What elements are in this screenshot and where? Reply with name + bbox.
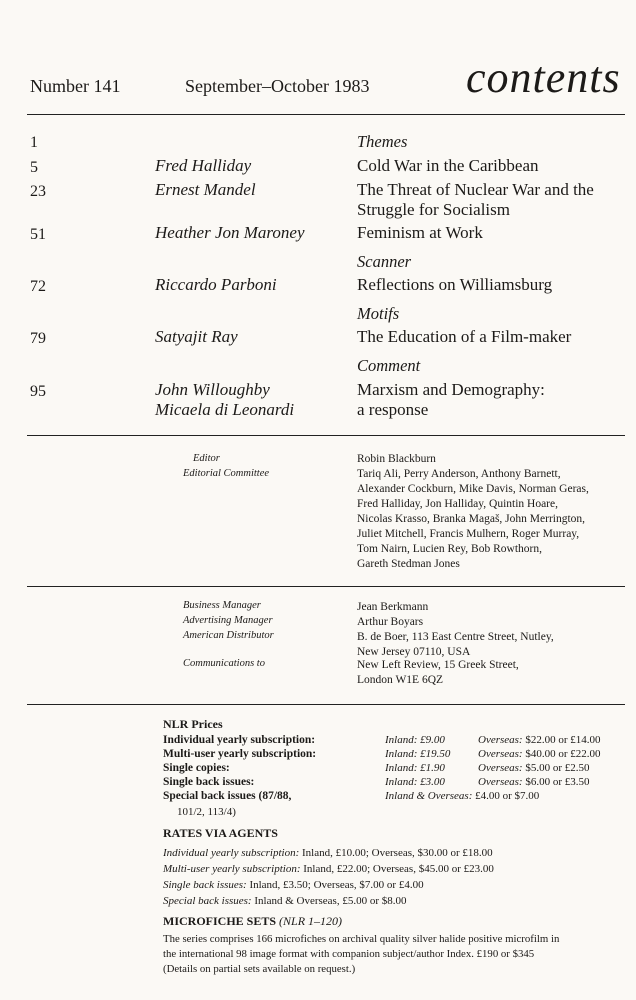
- overseas-label: Overseas:: [478, 776, 523, 788]
- agent-rate: [163, 893, 406, 909]
- prices-heading: NLR Prices: [163, 717, 223, 731]
- divider: [27, 114, 625, 115]
- toc-page: 5: [30, 159, 38, 176]
- editor-label: Editor: [193, 453, 220, 464]
- price-label: Single back issues:: [163, 776, 255, 788]
- price-overseas: [478, 762, 590, 774]
- toc-author: John Willoughby: [155, 380, 270, 399]
- price-label: Single copies:: [163, 762, 230, 774]
- communications-label: Communications to: [183, 658, 265, 669]
- price-inland: Inland: £3.00: [385, 776, 445, 788]
- toc-title: a response: [357, 400, 429, 419]
- committee-line: Alexander Cockburn, Mike Davis, Norman Geras,: [357, 483, 589, 495]
- overseas-label: Overseas:: [478, 734, 523, 746]
- toc-title: The Education of a Film-maker: [357, 327, 572, 346]
- toc-author: Riccardo Parboni: [155, 275, 277, 294]
- agent-rate-label: Individual yearly subscription:: [163, 847, 300, 859]
- price-overseas: [478, 748, 601, 760]
- committee-line: Nicolas Krasso, Branka Magaš, John Merrington,: [357, 513, 586, 525]
- advertising-manager: Arthur Boyars: [357, 616, 424, 628]
- distributor-address: B. de Boer, 113 East Centre Street, Nutley,: [357, 631, 554, 643]
- toc-page: 72: [30, 278, 46, 295]
- toc-author: Fred Halliday: [155, 156, 252, 175]
- toc-page: 23: [30, 183, 46, 200]
- divider: [27, 435, 625, 436]
- agent-rate-text: Inland, £10.00; Overseas, $30.00 or £18.00: [302, 847, 493, 859]
- microfiche-text: (Details on partial sets available on request.): [163, 963, 356, 975]
- divider: [27, 586, 625, 587]
- agent-rate-label: Single back issues:: [163, 879, 247, 891]
- price-label: Individual yearly subscription:: [163, 734, 316, 746]
- inland-overseas-value: £4.00 or $7.00: [475, 790, 540, 802]
- price-inland: Inland: £1.90: [385, 762, 445, 774]
- price-overseas: [478, 776, 590, 788]
- toc-title: Feminism at Work: [357, 223, 483, 242]
- microfiche-heading-text: MICROFICHE SETS: [163, 914, 277, 928]
- inland-overseas-label: Inland & Overseas:: [385, 790, 473, 802]
- toc-author: Heather Jon Maroney: [155, 223, 305, 242]
- price-overseas: [478, 734, 601, 746]
- advertising-label: Advertising Manager: [183, 615, 273, 626]
- toc-section: Comment: [357, 356, 421, 375]
- microfiche-heading: [163, 914, 342, 929]
- overseas-value: $5.00 or £2.50: [525, 762, 590, 774]
- toc-page: 79: [30, 330, 46, 347]
- microfiche-text: the international 98 image format with companion subject/author Index. £190 or $345: [163, 948, 535, 960]
- agent-rate-label: Multi-user yearly subscription:: [163, 863, 301, 875]
- committee-line: Tariq Ali, Perry Anderson, Anthony Barnett,: [357, 468, 561, 480]
- toc-title: The Threat of Nuclear War and the Struggle for Socialism: [357, 180, 594, 219]
- committee-line: Fred Halliday, Jon Halliday, Quintin Hoare,: [357, 498, 558, 510]
- overseas-value: $6.00 or £3.50: [525, 776, 590, 788]
- microfiche-text: The series comprises 166 microfiches on archival quality silver halide positive microfilm in: [163, 933, 560, 945]
- page-title: contents: [466, 53, 621, 102]
- toc-page: 1: [30, 134, 38, 151]
- issue-number: Number 141: [30, 76, 121, 96]
- toc-section: Motifs: [357, 304, 400, 323]
- distributor-address: New Jersey 07110, USA: [357, 646, 471, 658]
- price-inland: Inland: £19.50: [385, 748, 451, 760]
- communications-address: London W1E 6QZ: [357, 674, 444, 686]
- toc-author: Micaela di Leonardi: [155, 400, 295, 419]
- agent-rate-text: Inland & Overseas, £5.00 or $8.00: [254, 895, 407, 907]
- toc-section: Themes: [357, 132, 408, 151]
- price-inland-overseas: [385, 790, 539, 802]
- communications-address: New Left Review, 15 Greek Street,: [357, 659, 519, 671]
- microfiche-heading-suffix: (NLR 1–120): [279, 914, 343, 928]
- agent-rate: [163, 845, 493, 861]
- agents-heading: RATES VIA AGENTS: [163, 826, 278, 840]
- toc-title: Marxism and Demography:: [357, 380, 545, 399]
- business-manager-label: Business Manager: [183, 600, 261, 611]
- committee-line: Gareth Stedman Jones: [357, 558, 460, 570]
- divider: [27, 704, 625, 705]
- toc-page: 51: [30, 226, 46, 243]
- toc-title: Cold War in the Caribbean: [357, 156, 539, 175]
- business-manager: Jean Berkmann: [357, 601, 429, 613]
- overseas-value: $40.00 or £22.00: [525, 748, 601, 760]
- agent-rate: [163, 877, 424, 893]
- overseas-value: $22.00 or £14.00: [525, 734, 601, 746]
- agent-rate-text: Inland, £22.00; Overseas, $45.00 or £23.00: [303, 863, 494, 875]
- overseas-label: Overseas:: [478, 748, 523, 760]
- toc-section: Scanner: [357, 252, 412, 271]
- toc-title: Reflections on Williamsburg: [357, 275, 553, 294]
- editor-name: Robin Blackburn: [357, 453, 436, 465]
- overseas-label: Overseas:: [478, 762, 523, 774]
- price-label: Special back issues (87/88,: [163, 790, 292, 802]
- agent-rate: [163, 861, 494, 877]
- committee-line: Juliet Mitchell, Francis Mulhern, Roger Murray,: [357, 528, 580, 540]
- committee-line: Tom Nairn, Lucien Rey, Bob Rowthorn,: [357, 543, 542, 555]
- issue-date: September–October 1983: [185, 76, 370, 96]
- price-label-cont: 101/2, 113/4): [177, 806, 236, 818]
- distributor-label: American Distributor: [183, 630, 274, 641]
- agent-rate-text: Inland, £3.50; Overseas, $7.00 or £4.00: [249, 879, 424, 891]
- toc-author: Satyajit Ray: [155, 327, 238, 346]
- committee-label: Editorial Committee: [183, 468, 270, 479]
- agent-rate-label: Special back issues:: [163, 895, 252, 907]
- toc-author: Ernest Mandel: [155, 180, 256, 199]
- price-label: Multi-user yearly subscription:: [163, 748, 317, 760]
- price-inland: Inland: £9.00: [385, 734, 445, 746]
- toc-page: 95: [30, 383, 46, 400]
